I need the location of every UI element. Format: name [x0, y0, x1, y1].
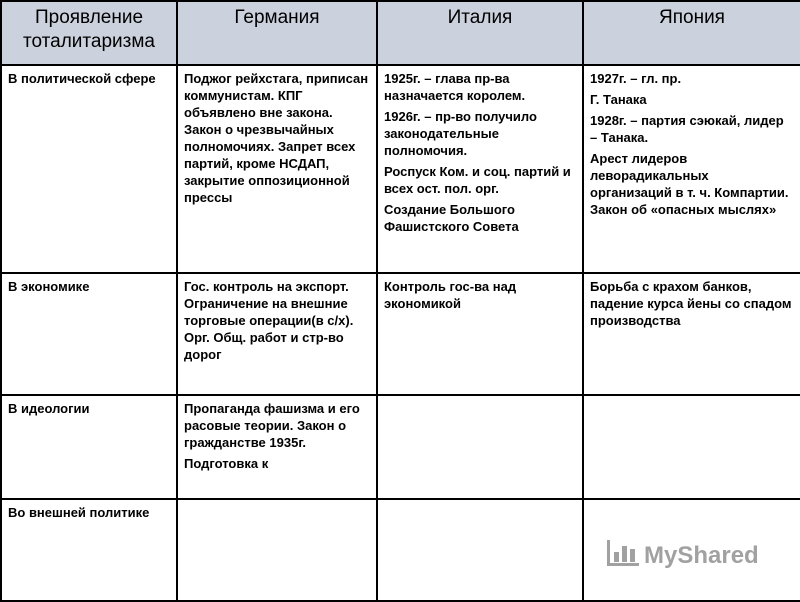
- cell-text: Пропаганда фашизма и его расовые теории. Закон о гражданстве 1935г.: [184, 401, 360, 450]
- watermark-text: MyShared: [644, 541, 759, 569]
- cell-text: 1928г. – партия сэюкай, лидер – Танака.: [590, 113, 784, 145]
- cell-text: 1926г. – пр-во получило законодательные полномочия.: [384, 109, 537, 158]
- table-cell: [177, 499, 377, 601]
- table-cell: [583, 273, 800, 395]
- cell-text: Роспуск Ком. и соц. партий и всех ост. пол. орг.: [384, 164, 571, 196]
- header-cell: Италия: [377, 1, 583, 65]
- myshared-watermark: [606, 538, 759, 573]
- table-cell: [583, 395, 800, 499]
- cell-text: 1927г. – гл. пр.: [590, 71, 682, 86]
- cell-text: Гос. контроль на экспорт. Ограничение на внешние торговые операции(в с/х). Орг. Общ. работ и стр-во дорог: [184, 279, 354, 362]
- table-cell: [177, 273, 377, 395]
- table-cell: [377, 273, 583, 395]
- header-row: [1, 1, 800, 65]
- table-row: [1, 395, 800, 499]
- row-label: Во внешней политике: [1, 499, 177, 601]
- table-cell: [377, 395, 583, 499]
- table-cell: [177, 65, 377, 273]
- row-label: В экономике: [1, 273, 177, 395]
- cell-text: 1925г. – глава пр-ва назначается королем.: [384, 71, 526, 103]
- row-label: В идеологии: [1, 395, 177, 499]
- header-cell: Япония: [583, 1, 800, 65]
- cell-text: Арест лидеров леворадикальных организаций в т. ч. Компартии. Закон об «опасных мыслях»: [590, 151, 789, 217]
- cell-text: Г. Танака: [590, 92, 647, 107]
- table-row: [1, 65, 800, 273]
- table-cell: [177, 395, 377, 499]
- cell-text: Поджог рейхстага, приписан коммунистам. КПГ объявлено вне закона. Закон о чрезвычайных полномочиях. Запрет всех партий, кроме НСДАП, закрытие оппозиционной прессы: [184, 71, 369, 205]
- table-cell: [583, 65, 800, 273]
- header-cell: Проявление тоталитаризма: [1, 1, 177, 65]
- table-row: [1, 273, 800, 395]
- table-cell: [377, 499, 583, 601]
- header-cell: Германия: [177, 1, 377, 65]
- cell-text: Контроль гос-ва над экономикой: [384, 279, 517, 311]
- cell-text: Создание Большого Фашистского Совета: [384, 202, 519, 234]
- bar-chart-icon: [606, 538, 640, 573]
- cell-text: Подготовка к: [184, 456, 269, 471]
- table-cell: [377, 65, 583, 273]
- row-label: В политической сфере: [1, 65, 177, 273]
- cell-text: Борьба с крахом банков, падение курса йены со спадом производства: [590, 279, 792, 328]
